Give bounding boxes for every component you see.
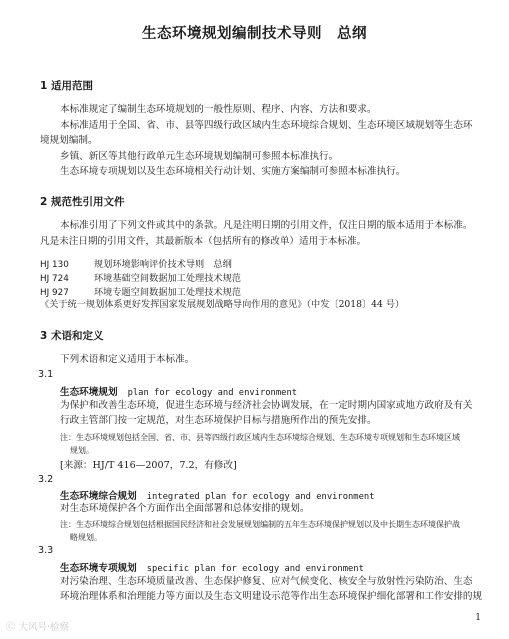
page-number: 1 (475, 613, 481, 623)
term-en: specific plan for ecology and environment (146, 564, 364, 574)
reference-row (40, 270, 241, 284)
term-note: 注：生态环境综合规划包括根据国民经济和社会发展规划编制的五年生态环境保护规划以及中长期生态环境保护战 (60, 520, 460, 529)
s1-paragraph-3: 乡镇、新区等其他行政单元生态环境规划编制可参照本标准执行。 (60, 151, 339, 162)
term-source: [来源：HJ/T 416—2007，7.2，有修改] (60, 460, 237, 471)
s2-paragraph-1: 本标准引用了下列文件或其中的条款。凡是注明日期的引用文件，仅注日期的版本适用于本标准。 (60, 220, 473, 231)
term-heading (60, 488, 375, 502)
reference-name: 规划环境影响评价技术导则 总纲 (94, 259, 232, 270)
reference-code: HJ 724 (40, 274, 69, 284)
term-number: 3.1 (38, 369, 54, 380)
s1-paragraph-1: 本标准规定了编制生态环境规划的一般性原则、程序、内容、方法和要求。 (60, 104, 377, 115)
term-definition: 为保护和改善生态环境，促进生态环境与经济社会协调发展，在一定时期内国家或地方政府及有关 (60, 400, 473, 411)
s1-paragraph-2-cont: 境规划编制。 (40, 135, 98, 146)
term-definition-cont: 环境治理体系和治理能力等方面以及生态文明建设示范等作出生态环境保护细化部署和工作安排的规 (60, 591, 483, 602)
document-title: 生态环境规划编制技术导则 总纲 (142, 26, 367, 42)
term-definition: 对污染治理、生态环境质量改善、生态保护修复、应对气候变化、核安全与放射性污染防治、生态 (60, 576, 473, 587)
term-definition: 对生态环境保护各个方面作出全面部署和总体安排的规划。 (60, 503, 310, 514)
reference-row (40, 256, 232, 270)
term-definition-cont: 行政主管部门按一定规范，对生态环境保护目标与措施所作出的预先安排。 (60, 415, 377, 426)
section-2-heading: 2 规范性引用文件 (40, 196, 125, 208)
term-heading (60, 560, 364, 574)
s1-paragraph-4: 生态环境专项规划以及生态环境相关行动计划、实施方案编制可参照本标准执行。 (60, 166, 406, 177)
term-cn: 生态环境规划 (60, 387, 118, 398)
section-1-heading: 1 适用范围 (40, 80, 93, 92)
term-cn: 生态环境专项规划 (60, 563, 137, 574)
policy-document-reference: 《关于统一规划体系更好发挥国家发展规划战略导向作用的意见》（中发〔2018〕44 号） (40, 299, 405, 310)
reference-code: HJ 927 (40, 288, 69, 298)
term-heading (60, 384, 297, 398)
term-note-cont: 规划。 (70, 446, 94, 455)
reference-row (40, 284, 241, 298)
reference-code: HJ 130 (40, 260, 69, 270)
watermark: Ⓒ 大风号·检察 (6, 622, 70, 633)
s2-paragraph-1-cont: 凡是未注日期的引用文件，其最新版本（包括所有的修改单）适用于本标准。 (40, 236, 367, 247)
term-en: plan for ecology and environment (127, 388, 298, 398)
term-en: integrated plan for ecology and environment (146, 492, 375, 502)
reference-name: 环境基础空间数据加工处理技术规范 (94, 273, 241, 284)
term-note: 注：生态环境规划包括全国、省、市、县等四级行政区域内生态环境综合规划、生态环境专项规划和生态环境区域 (60, 433, 460, 442)
term-number: 3.2 (38, 474, 54, 485)
term-cn: 生态环境综合规划 (60, 491, 137, 502)
section-3-heading: 3 术语和定义 (40, 330, 104, 342)
s3-intro: 下列术语和定义适用于本标准。 (60, 354, 195, 365)
s1-paragraph-2: 本标准适用于全国、省、市、县等四级行政区域内生态环境综合规划、生态环境区域规划等生态环 (60, 120, 473, 131)
term-number: 3.3 (38, 545, 54, 556)
reference-name: 环境专题空间数据加工处理技术规范 (94, 287, 241, 298)
term-note-cont: 略规划。 (70, 533, 102, 542)
